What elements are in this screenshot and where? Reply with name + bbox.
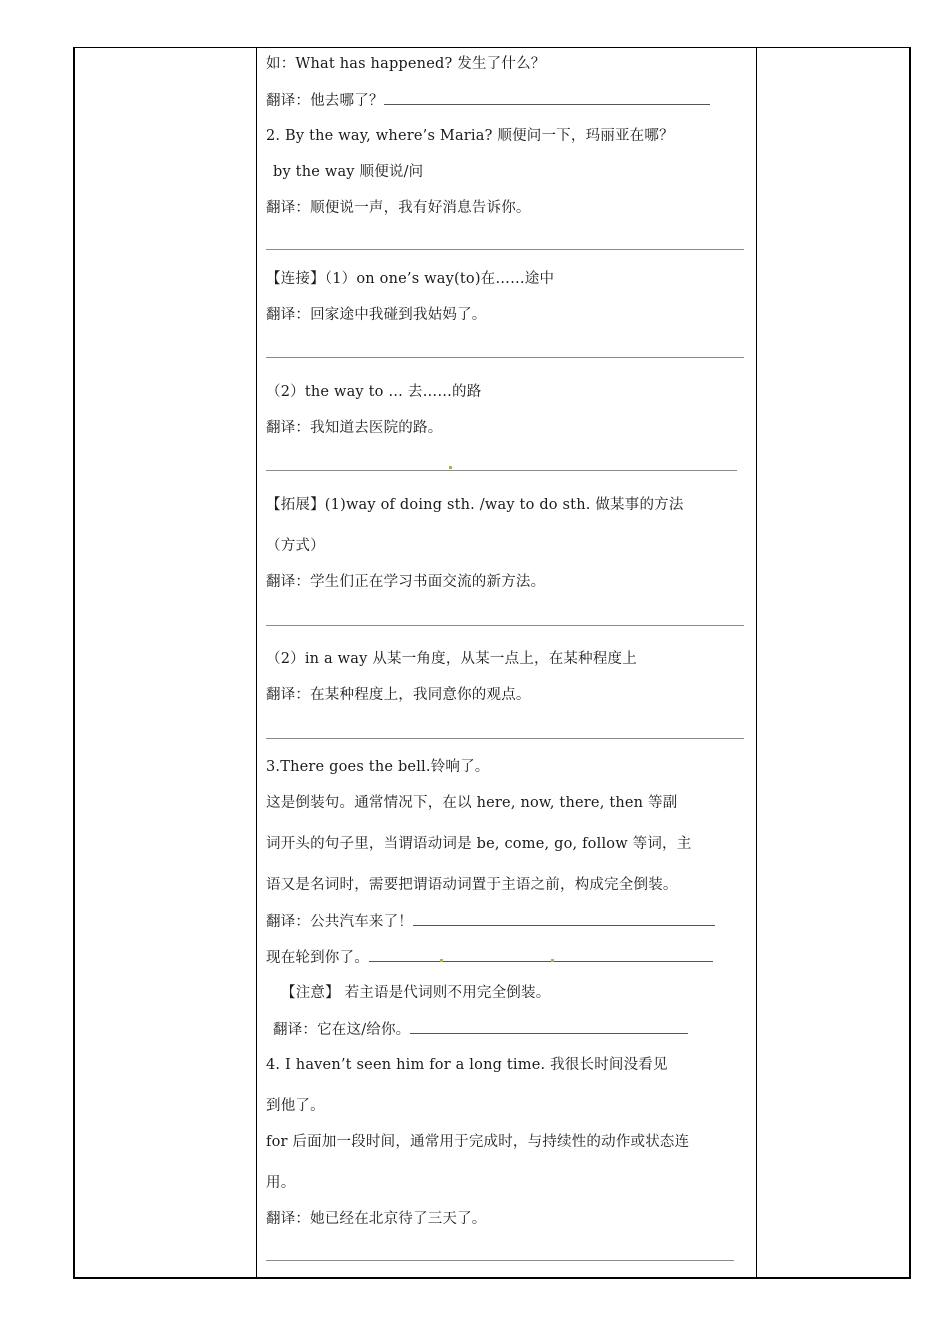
point-4-havent-seen: 4. I haven’t seen him for a long time. 我很长时间没看见 — [266, 1057, 668, 1073]
content-column — [257, 48, 759, 1277]
answer-line[interactable] — [266, 470, 737, 471]
worksheet-table — [73, 47, 911, 1279]
translate-your-turn — [266, 947, 713, 968]
prompt-text: 翻译：它在这/给你。 — [273, 1022, 411, 1038]
translate-met-aunt: 翻译：回家途中我碰到我姑妈了。 — [266, 307, 487, 323]
prompt-text: 现在轮到你了。 — [266, 950, 369, 966]
prompt-text: 翻译：他去哪了？ — [266, 93, 384, 109]
ink-dot — [551, 959, 554, 962]
point-3-there-goes-the-bell: 3.There goes the bell.铃响了。 — [266, 759, 490, 775]
for-duration-continued: 用。 — [266, 1175, 296, 1191]
inversion-explanation-3: 语又是名词时，需要把谓语动词置于主语之前，构成完全倒装。 — [266, 877, 678, 893]
answer-blank[interactable] — [369, 947, 713, 962]
note-pronoun-subject: 【注意】 若主语是代词则不用完全倒装。 — [281, 985, 551, 1001]
point-2-by-the-way: 2. By the way, where’s Maria? 顺便问一下，玛丽亚在哪？ — [266, 128, 674, 144]
translate-where-did-he-go — [266, 90, 710, 111]
answer-blank[interactable] — [384, 90, 710, 105]
translate-way-to-hospital: 翻译：我知道去医院的路。 — [266, 420, 443, 436]
answer-line[interactable] — [266, 249, 744, 250]
inversion-explanation-1: 这是倒装句。通常情况下，在以 here, now, there, then 等副 — [266, 795, 678, 811]
answer-blank[interactable] — [413, 911, 715, 926]
extend-fangshi: （方式） — [266, 538, 325, 554]
answer-line[interactable] — [266, 625, 744, 626]
right-column — [756, 48, 909, 1277]
point-4-continued: 到他了。 — [266, 1098, 325, 1114]
left-column — [75, 48, 257, 1277]
translate-good-news: 翻译：顺便说一声，我有好消息告诉你。 — [266, 200, 531, 216]
for-duration-explanation: for 后面加一段时间，通常用于完成时，与持续性的动作或状态连 — [266, 1134, 690, 1150]
extend-way-of-doing: 【拓展】(1)way of doing sth. /way to do sth. 做某事的方法 — [266, 497, 684, 513]
translate-here-it-is — [273, 1019, 688, 1040]
answer-line[interactable] — [266, 357, 744, 358]
answer-line[interactable] — [266, 1260, 734, 1261]
inversion-explanation-2: 词开头的句子里，当谓语动词是 be, come, go, follow 等词，主 — [266, 836, 692, 852]
extend-in-a-way: （2）in a way 从某一角度，从某一点上，在某种程度上 — [266, 651, 637, 667]
ink-dot — [440, 959, 443, 962]
translate-bus-is-coming — [266, 911, 715, 932]
translate-beijing-three-days: 翻译：她已经在北京待了三天了。 — [266, 1211, 487, 1227]
prompt-text: 翻译：公共汽车来了！ — [266, 914, 413, 930]
link-on-ones-way: 【连接】（1）on one’s way(to)在……途中 — [266, 271, 555, 287]
link-the-way-to: （2）the way to … 去……的路 — [266, 384, 482, 400]
note-by-the-way: by the way 顺便说/问 — [273, 164, 424, 180]
translate-new-methods: 翻译：学生们正在学习书面交流的新方法。 — [266, 574, 546, 590]
answer-blank[interactable] — [410, 1019, 688, 1034]
translate-agree: 翻译：在某种程度上，我同意你的观点。 — [266, 687, 531, 703]
example-what-happened: 如：What has happened? 发生了什么？ — [266, 56, 546, 72]
answer-line[interactable] — [266, 738, 744, 739]
ink-dot — [449, 466, 452, 469]
